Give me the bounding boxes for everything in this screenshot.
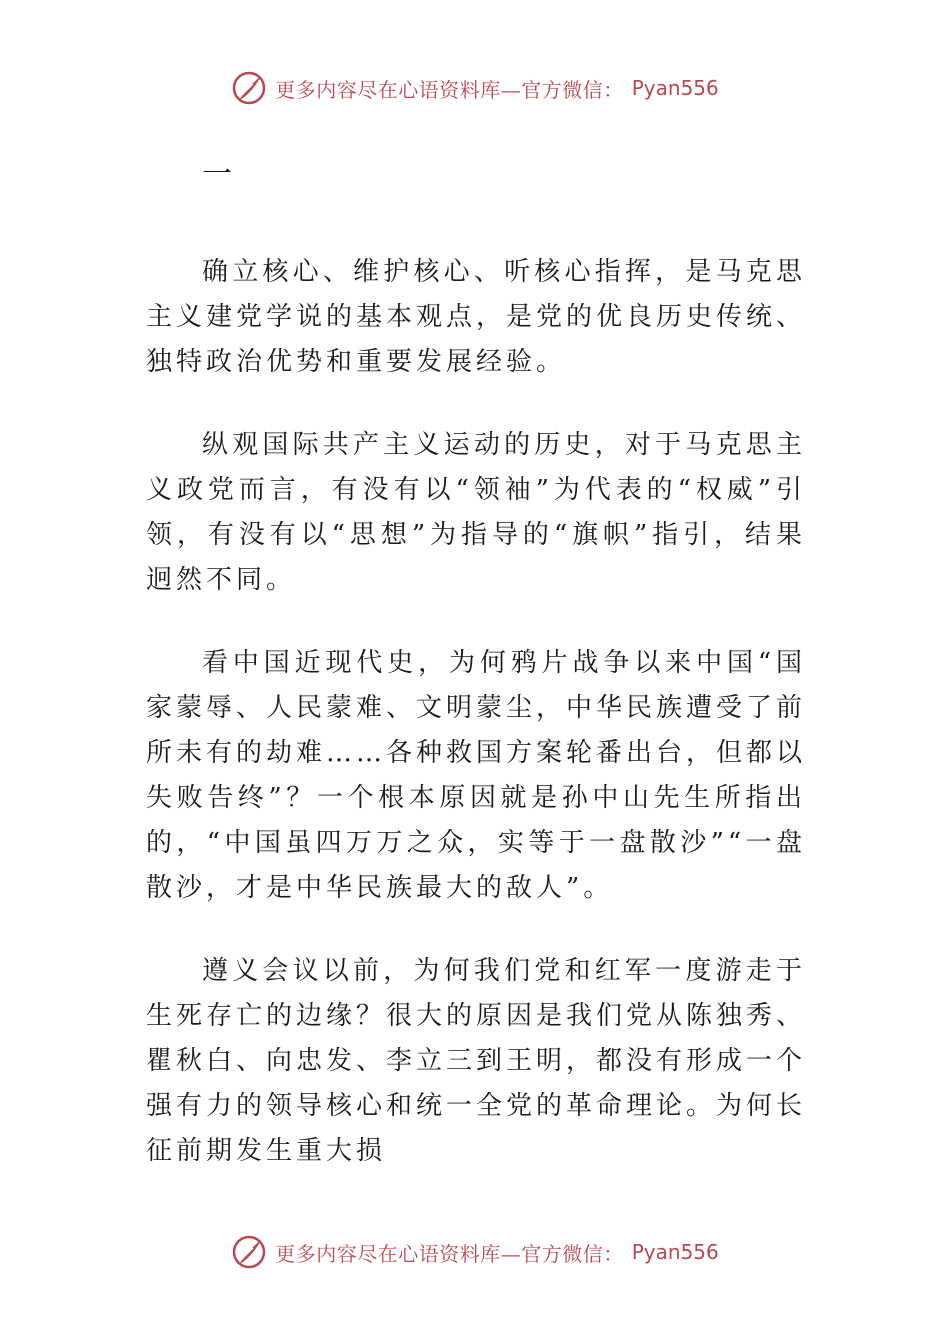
watermark-text: 更多内容尽在心语资料库—官方微信：: [275, 1241, 624, 1266]
paragraph: 遵义会议以前，为何我们党和红军一度游走于生死存亡的边缘？很大的原因是我们党从陈独秀、瞿秋白、向忠发、李立三到王明，都没有形成一个强有力的领导核心和统一全党的革命理论。为何长征前期发生重大损: [146, 956, 807, 1166]
feather-logo-icon: [231, 1234, 267, 1270]
watermark-wechat-id: Pyan556: [631, 76, 719, 100]
paragraph: 纵观国际共产主义运动的历史，对于马克思主义政党而言，有没有以“领袖”为代表的“权威”引领，有没有以“思想”为指导的“旗帜”指引，结果迥然不同。: [146, 430, 806, 595]
paragraph: 确立核心、维护核心、听核心指挥，是马克思主义建党学说的基本观点，是党的优良历史传统、独特政治优势和重要发展经验。: [146, 257, 807, 377]
watermark-text: 更多内容尽在心语资料库—官方微信：: [275, 77, 624, 102]
body-text: [146, 250, 806, 1212]
header-watermark: [0, 70, 950, 106]
section-number: 一: [202, 157, 232, 192]
footer-watermark: [0, 1234, 950, 1270]
watermark-wechat-id: Pyan556: [631, 1240, 719, 1264]
feather-logo-icon: [231, 70, 267, 106]
paragraph: 看中国近现代史，为何鸦片战争以来中国“国家蒙辱、人民蒙难、文明蒙尘，中华民族遭受了前所未有的劫难……各种救国方案轮番出台，但都以失败告终”？一个根本原因就是孙中山先生所指出的，“中国虽四万万之众，实等于一盘散沙”“一盘散沙，才是中华民族最大的敌人”。: [146, 648, 807, 903]
